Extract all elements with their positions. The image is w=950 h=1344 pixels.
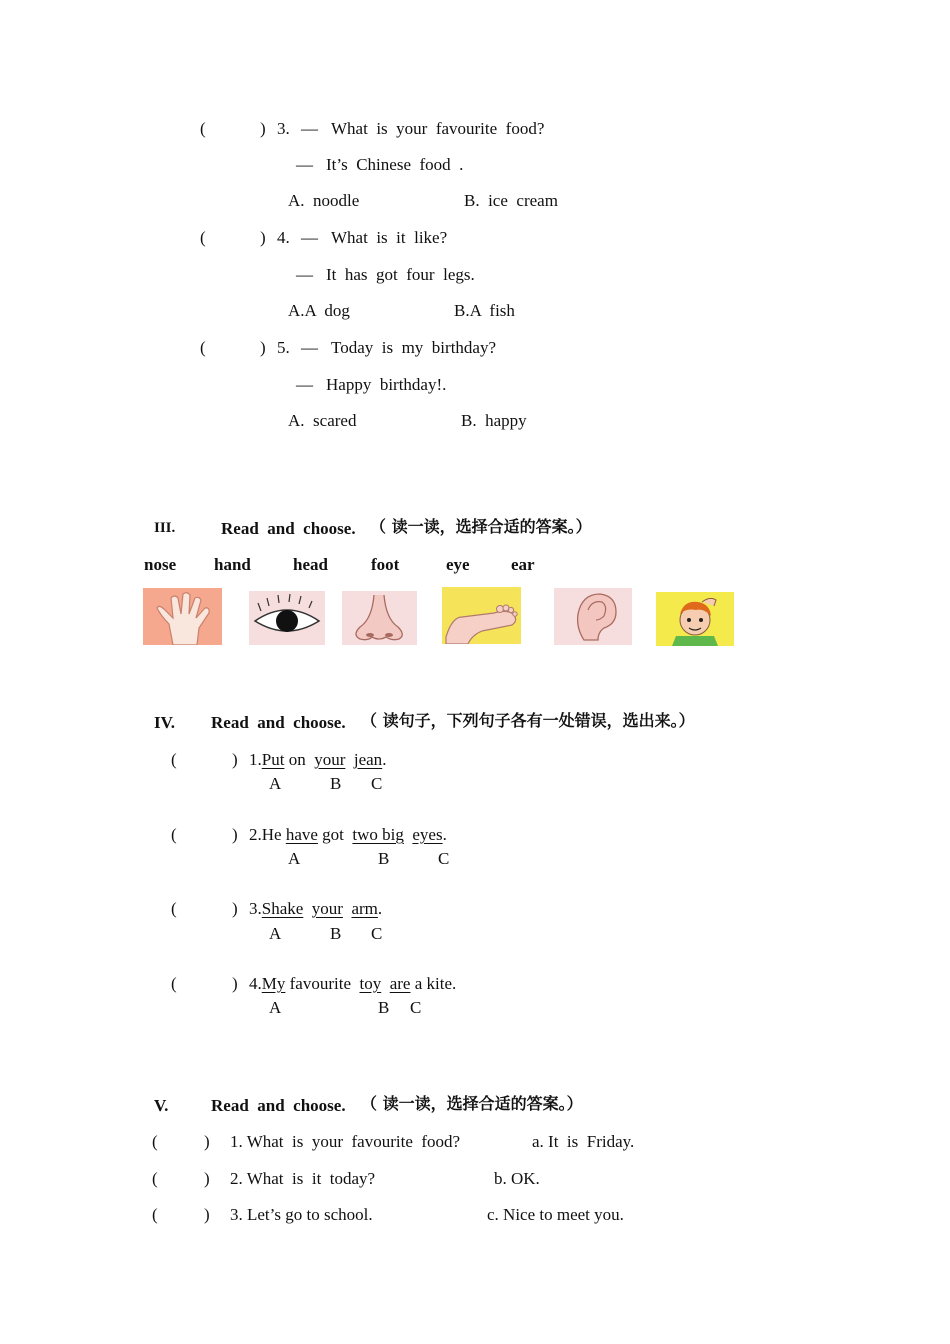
option-b[interactable]: B. happy <box>461 411 527 430</box>
label-a: A <box>269 998 282 1017</box>
item-number: 3. <box>277 119 290 138</box>
label-a: A <box>288 849 301 868</box>
label-c: C <box>371 774 383 793</box>
sentence-text: . <box>382 750 387 769</box>
option-a[interactable]: A. noodle <box>288 191 360 210</box>
answer-paren-open[interactable]: ( <box>171 899 177 918</box>
word-head: head <box>293 555 328 574</box>
sentence-text: got <box>317 825 349 844</box>
section-title: Read and choose. <box>211 1096 346 1115</box>
section-numeral: V. <box>154 1096 169 1115</box>
question-text: 1. What is your favourite food? <box>230 1132 461 1151</box>
sentence-text <box>303 899 307 918</box>
section-instruction: （ 读句子，下列句子各有一处错误，选出来。） <box>361 711 695 730</box>
sentence-text: on <box>284 750 310 769</box>
item-number: 3. <box>249 899 262 918</box>
part-a: Put <box>261 750 285 769</box>
word-eye: eye <box>446 555 470 574</box>
item-number: 5. <box>277 338 290 357</box>
dash: — <box>296 265 313 284</box>
nose-picture <box>342 591 417 645</box>
answer-text: It has got four legs. <box>326 265 475 284</box>
part-c: are <box>389 974 411 993</box>
dash: — <box>301 228 318 247</box>
answer-paren-open[interactable]: ( <box>200 119 206 138</box>
option-a[interactable]: A. scared <box>288 411 357 430</box>
label-b: B <box>330 774 342 793</box>
section-title: Read and choose. <box>221 519 356 538</box>
option-b[interactable]: B. ice cream <box>464 191 558 210</box>
section-numeral: IV. <box>154 713 175 732</box>
option-b[interactable]: B.A fish <box>454 301 515 320</box>
label-a: A <box>269 774 282 793</box>
answer-option: b. OK. <box>494 1169 540 1188</box>
word-hand: hand <box>214 555 251 574</box>
item-number: 4. <box>277 228 290 247</box>
section-title: Read and choose. <box>211 713 346 732</box>
answer-text: It’s Chinese food . <box>326 155 464 174</box>
item-number: 2.He <box>249 825 286 844</box>
answer-text: Happy birthday!. <box>326 375 447 394</box>
question-text: Today is my birthday? <box>331 338 497 357</box>
label-a: A <box>269 924 282 943</box>
question-text: 3. Let’s go to school. <box>230 1205 373 1224</box>
sentence <box>249 975 456 992</box>
part-b: toy <box>359 974 382 993</box>
answer-paren-close: ) <box>260 228 266 247</box>
sentence-text: favourite <box>285 974 356 993</box>
label-b: B <box>378 849 390 868</box>
answer-paren-close: ) <box>232 750 238 769</box>
dash: — <box>296 155 313 174</box>
sentence <box>249 826 447 843</box>
answer-option: c. Nice to meet you. <box>487 1205 624 1224</box>
item-number: 4. <box>249 974 262 993</box>
question-text: 2. What is it today? <box>230 1169 376 1188</box>
dash: — <box>301 119 318 138</box>
answer-paren-open[interactable]: ( <box>152 1169 158 1188</box>
word-nose: nose <box>144 555 177 574</box>
sentence-text <box>345 750 349 769</box>
sentence-text: a kite. <box>410 974 457 993</box>
label-c: C <box>438 849 450 868</box>
section-instruction: （ 读一读，选择合适的答案。） <box>361 1094 583 1113</box>
sentence <box>249 751 386 768</box>
part-b: two big <box>352 825 404 844</box>
part-a: My <box>261 974 286 993</box>
part-c: jean <box>353 750 383 769</box>
answer-paren-open[interactable]: ( <box>171 750 177 769</box>
answer-paren-close: ) <box>260 338 266 357</box>
part-a: Shake <box>261 899 304 918</box>
ear-picture <box>554 588 632 645</box>
sentence <box>249 900 382 917</box>
answer-paren-open[interactable]: ( <box>171 974 177 993</box>
label-c: C <box>410 998 422 1017</box>
answer-paren-close: ) <box>260 119 266 138</box>
label-c: C <box>371 924 383 943</box>
label-b: B <box>330 924 342 943</box>
part-b: your <box>314 750 346 769</box>
answer-paren-close: ) <box>204 1205 210 1224</box>
part-a: have <box>285 825 318 844</box>
sentence-text <box>404 825 408 844</box>
answer-paren-open[interactable]: ( <box>171 825 177 844</box>
dash: — <box>296 375 313 394</box>
answer-paren-close: ) <box>204 1132 210 1151</box>
sentence-text: . <box>442 825 447 844</box>
item-number: 1. <box>249 750 262 769</box>
part-c: eyes <box>412 825 443 844</box>
answer-paren-open[interactable]: ( <box>200 338 206 357</box>
answer-option: a. It is Friday. <box>532 1132 635 1151</box>
dash: — <box>301 338 318 357</box>
hand-picture <box>143 588 222 645</box>
eye-picture <box>249 591 325 645</box>
question-text: What is it like? <box>331 228 448 247</box>
part-c: arm <box>351 899 378 918</box>
answer-paren-close: ) <box>204 1169 210 1188</box>
question-text: What is your favourite food? <box>331 119 545 138</box>
word-foot: foot <box>371 555 400 574</box>
answer-paren-open[interactable]: ( <box>152 1205 158 1224</box>
part-b: your <box>311 899 343 918</box>
option-a[interactable]: A.A dog <box>288 301 350 320</box>
answer-paren-open[interactable]: ( <box>200 228 206 247</box>
word-ear: ear <box>511 555 535 574</box>
sentence-text <box>343 899 347 918</box>
section-numeral: III. <box>154 520 176 536</box>
answer-paren-close: ) <box>232 899 238 918</box>
answer-paren-open[interactable]: ( <box>152 1132 158 1151</box>
answer-paren-close: ) <box>232 974 238 993</box>
answer-paren-close: ) <box>232 825 238 844</box>
sentence-text <box>381 974 385 993</box>
label-b: B <box>378 998 390 1017</box>
sentence-text: . <box>377 899 383 918</box>
head-picture <box>656 592 734 646</box>
foot-picture <box>442 587 521 644</box>
section-instruction: （ 读一读，选择合适的答案。） <box>370 517 592 536</box>
